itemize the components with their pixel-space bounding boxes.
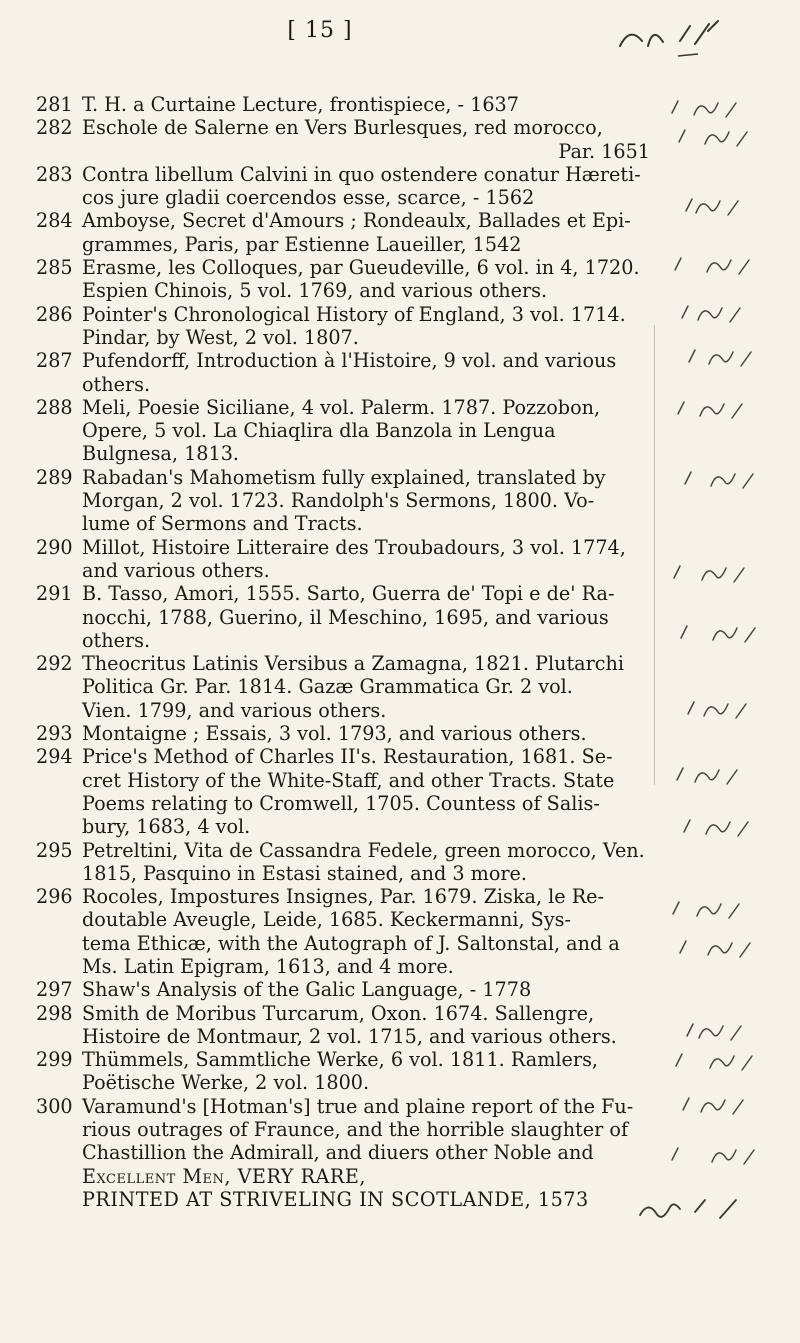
entry-line: Meli, Poesie Siciliane, 4 vol. Palerm. 1787. Pozzobon, xyxy=(82,395,601,419)
entry-line: T. H. a Curtaine Lecture, frontispiece, - 1637 xyxy=(82,93,519,116)
handwritten-price-mark xyxy=(664,1016,754,1046)
handwritten-price-mark xyxy=(664,894,754,924)
entry-line: Millot, Histoire Litteraire des Troubadours, 3 vol. 1774, xyxy=(82,535,626,559)
entry-line: B. Tasso, Amori, 1555. Sarto, Guerra de' Topi e de' Ra- xyxy=(82,582,615,606)
lot-number: 282 xyxy=(36,116,73,140)
margin-rule xyxy=(654,325,655,785)
handwritten-price-mark xyxy=(664,298,754,328)
handwritten-price-mark xyxy=(664,618,754,648)
entry-line: PRINTED AT STRIVELING IN SCOTLANDE, 1573 xyxy=(82,1187,589,1211)
handwritten-price-mark xyxy=(664,342,754,372)
entry-line: nocchi, 1788, Guerino, il Meschino, 1695, and various xyxy=(82,605,609,629)
entry-line: Theocritus Latinis Versibus a Zamagna, 1821. Plutarchi xyxy=(82,652,625,676)
entry-line: others. xyxy=(82,372,151,396)
catalogue-entry xyxy=(36,722,656,745)
handwritten-price-mark xyxy=(664,394,754,424)
entry-line: Excellent Men, VERY RARE, xyxy=(82,1164,366,1188)
handwritten-price-mark xyxy=(664,1140,754,1170)
entry-line: Bulgnesa, 1813. xyxy=(82,442,240,466)
lot-number: 290 xyxy=(36,535,73,559)
catalogue-entry xyxy=(36,396,656,466)
entry-line: Rabadan's Mahometism fully explained, translated by xyxy=(82,465,606,489)
catalogue-entry xyxy=(36,303,656,350)
catalogue-entry xyxy=(36,536,656,583)
catalogue-list xyxy=(36,93,656,1211)
entry-line: Espien Chinois, 5 vol. 1769, and various others. xyxy=(82,279,548,303)
lot-number: 300 xyxy=(36,1094,73,1118)
entry-line: Vien. 1799, and various others. xyxy=(82,698,387,722)
entry-line: Montaigne ; Essais, 3 vol. 1793, and various others. xyxy=(82,722,587,746)
lot-number: 293 xyxy=(36,722,73,746)
lot-number: 287 xyxy=(36,349,73,373)
entry-line: Smith de Moribus Turcarum, Oxon. 1674. Sallengre, xyxy=(82,1001,595,1025)
lot-number: 288 xyxy=(36,395,73,419)
entry-line: Poëtische Werke, 2 vol. 1800. xyxy=(82,1071,370,1095)
entry-line: 1815, Pasquino in Estasi stained, and 3 more. xyxy=(82,861,528,885)
page-number: [ 15 ] xyxy=(287,18,353,43)
handwritten-price-mark xyxy=(664,464,754,494)
entry-line: Poems relating to Cromwell, 1705. Countess of Salis- xyxy=(82,791,600,815)
lot-number: 297 xyxy=(36,978,73,1002)
lot-number: 281 xyxy=(36,93,73,116)
entry-line: cret History of the White-Staff, and other Tracts. State xyxy=(82,768,615,792)
catalogue-entry xyxy=(36,1048,656,1095)
handwritten-annotation-top xyxy=(600,6,740,76)
lot-number: 286 xyxy=(36,302,73,326)
entry-line: Amboyse, Secret d'Amours ; Rondeaulx, Ballades et Epi- xyxy=(82,209,631,233)
catalogue-entry xyxy=(36,582,656,652)
handwritten-price-mark xyxy=(664,558,754,588)
catalogue-entry xyxy=(36,93,656,116)
catalogue-entry xyxy=(36,349,656,396)
lot-number: 283 xyxy=(36,162,73,186)
handwritten-price-mark xyxy=(664,760,754,790)
entry-line: grammes, Paris, par Estienne Laueiller, 1542 xyxy=(82,232,522,256)
entry-line: Petreltini, Vita de Cassandra Fedele, green morocco, Ven. xyxy=(82,838,645,862)
entry-line: Histoire de Montmaur, 2 vol. 1715, and various others. xyxy=(82,1024,617,1048)
entry-line: Opere, 5 vol. La Chiaqlira dla Banzola in Lengua xyxy=(82,419,556,443)
entry-line: Pindar, by West, 2 vol. 1807. xyxy=(82,325,359,349)
lot-number: 289 xyxy=(36,465,73,489)
catalogue-entry xyxy=(36,116,656,163)
entry-line: Chastillion the Admirall, and diuers other Noble and xyxy=(82,1141,594,1165)
catalogue-entry xyxy=(36,466,656,536)
entry-line: Thümmels, Sammtliche Werke, 6 vol. 1811. Ramlers, xyxy=(82,1048,599,1072)
catalogue-entry xyxy=(36,1095,656,1211)
entry-line: Erasme, les Colloques, par Gueudeville, 6 vol. in 4, 1720. xyxy=(82,256,640,280)
entry-line: Pufendorff, Introduction à l'Histoire, 9 vol. and various xyxy=(82,349,617,373)
entry-line: cos jure gladii coercendos esse, scarce, - 1562 xyxy=(82,186,535,210)
lot-number: 285 xyxy=(36,256,73,280)
entry-line: Par. 1651 xyxy=(558,139,650,163)
lot-number: 299 xyxy=(36,1048,73,1072)
catalogue-entry xyxy=(36,652,656,722)
catalogue-entry xyxy=(36,745,656,838)
entry-line: and various others. xyxy=(82,558,270,582)
entry-line: Rocoles, Impostures Insignes, Par. 1679. Ziska, le Re- xyxy=(82,885,605,909)
catalogue-entry xyxy=(36,209,656,256)
catalogue-entry xyxy=(36,163,656,210)
handwritten-price-mark xyxy=(664,93,754,123)
entry-line: Varamund's [Hotman's] true and plaine report of the Fu- xyxy=(82,1094,634,1118)
entry-line: doutable Aveugle, Leide, 1685. Keckermanni, Sys- xyxy=(82,908,571,932)
lot-number: 294 xyxy=(36,745,73,769)
entry-line: Pointer's Chronological History of England, 3 vol. 1714. xyxy=(82,302,626,326)
lot-number: 291 xyxy=(36,582,73,606)
catalogue-entry xyxy=(36,256,656,303)
lot-number: 292 xyxy=(36,652,73,676)
handwritten-price-mark xyxy=(664,694,754,724)
handwritten-price-mark xyxy=(664,1090,754,1120)
entry-line: Morgan, 2 vol. 1723. Randolph's Sermons, 1800. Vo- xyxy=(82,489,595,513)
entry-line: Contra libellum Calvini in quo ostendere conatur Hæreti- xyxy=(82,162,641,186)
entry-line: Shaw's Analysis of the Galic Language, - 1778 xyxy=(82,978,532,1002)
lot-number: 284 xyxy=(36,209,73,233)
lot-number: 298 xyxy=(36,1001,73,1025)
entry-line: tema Ethicæ, with the Autograph of J. Saltonstal, and a xyxy=(82,931,620,955)
handwritten-price-mark xyxy=(664,1046,754,1076)
handwritten-price-mark xyxy=(664,933,754,963)
catalogue-entry xyxy=(36,885,656,978)
handwritten-price-mark xyxy=(664,191,754,221)
catalogue-entry xyxy=(36,1002,656,1049)
lot-number: 295 xyxy=(36,838,73,862)
catalogue-entry xyxy=(36,978,656,1001)
entry-line: Eschole de Salerne en Vers Burlesques, red morocco, xyxy=(82,116,603,140)
handwritten-price-mark xyxy=(664,812,754,842)
lot-number: 296 xyxy=(36,885,73,909)
entry-line: others. xyxy=(82,628,151,652)
entry-line: bury, 1683, 4 vol. xyxy=(82,815,251,839)
handwritten-price-mark xyxy=(664,122,754,152)
entry-line: Ms. Latin Epigram, 1613, and 4 more. xyxy=(82,954,454,978)
entry-line: rious outrages of Fraunce, and the horrible slaughter of xyxy=(82,1118,629,1142)
catalogue-entry xyxy=(36,839,656,886)
entry-line: Price's Method of Charles II's. Restauration, 1681. Se- xyxy=(82,745,613,769)
handwritten-annotation-bottom xyxy=(610,1190,750,1230)
handwritten-price-mark xyxy=(664,250,754,280)
entry-line: Politica Gr. Par. 1814. Gazæ Grammatica Gr. 2 vol. xyxy=(82,675,573,699)
entry-line: lume of Sermons and Tracts. xyxy=(82,512,363,536)
